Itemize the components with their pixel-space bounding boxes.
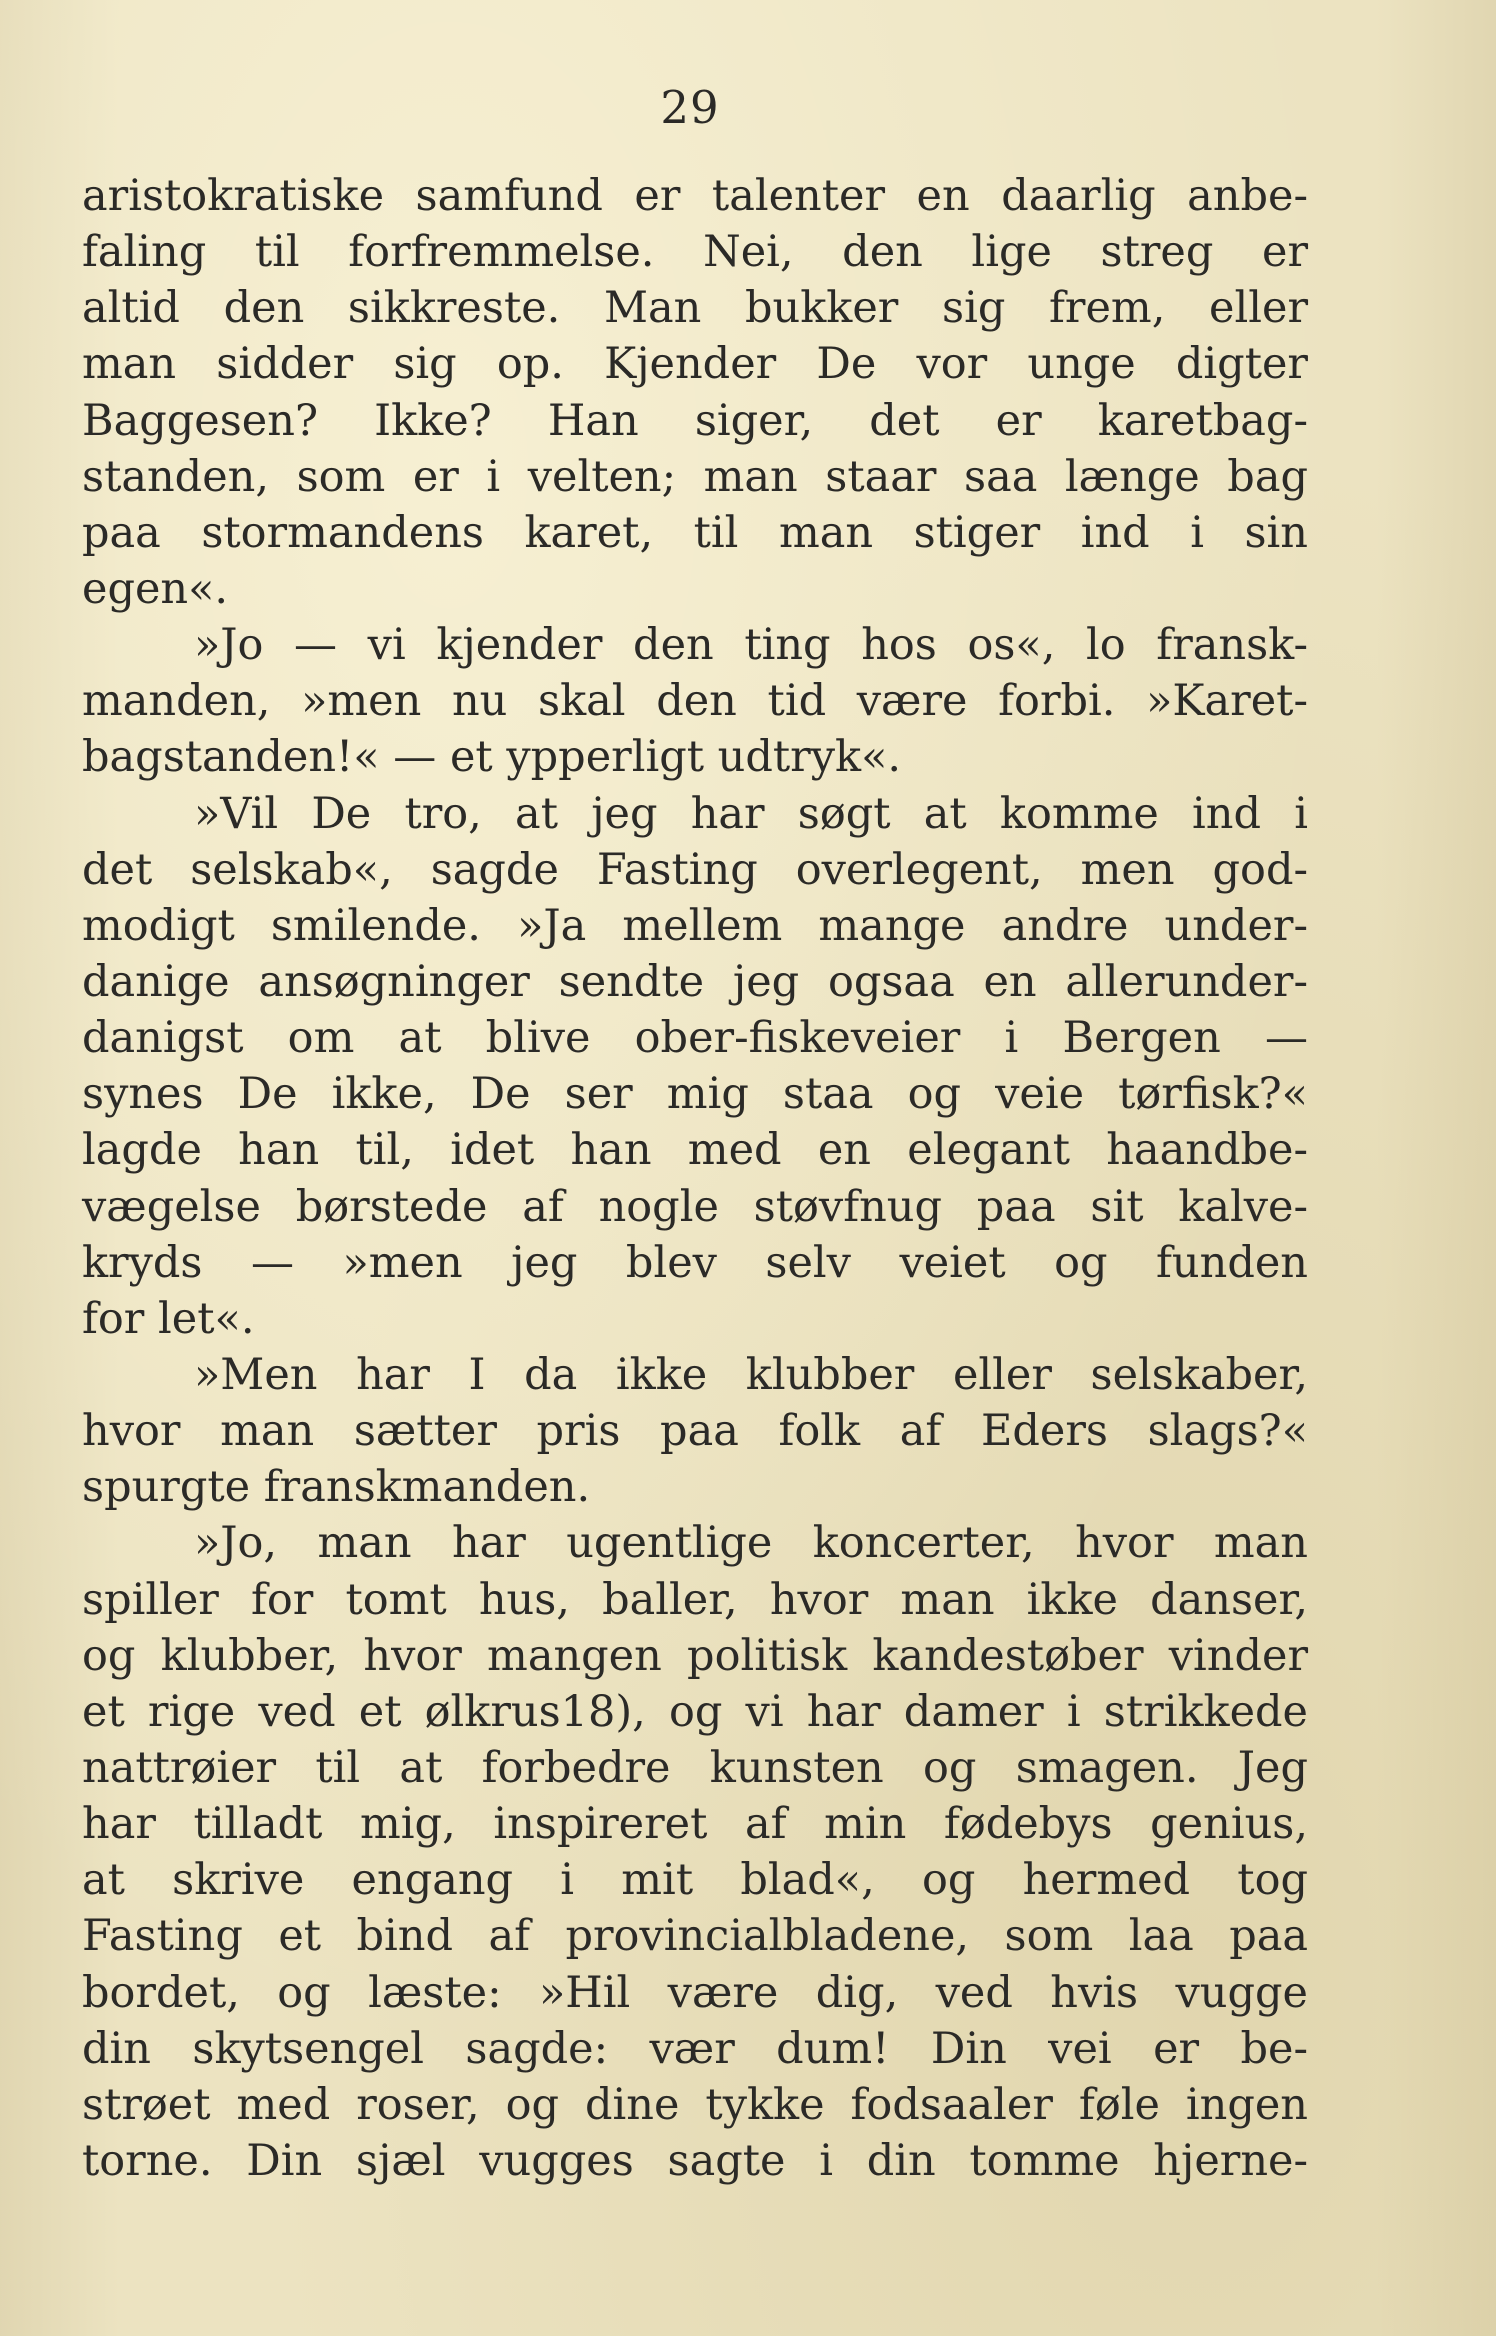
text-line: synes De ikke, De ser mig staa og veie tørfisk?«	[82, 1069, 1308, 1120]
text-line: det selskab«, sagde Fasting overlegent, men god-	[82, 844, 1308, 895]
text-line: og klubber, hvor mangen politisk kandestøber vinder	[82, 1630, 1308, 1681]
page-number: 29	[660, 81, 720, 134]
text-line: egen«.	[82, 563, 229, 614]
text-line: danige ansøgninger sendte jeg ogsaa en allerunder-	[82, 956, 1308, 1007]
text-line: Baggesen? Ikke? Han siger, det er karetbag-	[82, 395, 1308, 446]
body-text	[82, 168, 1308, 2189]
text-line: paa stormandens karet, til man stiger ind i sin	[82, 507, 1308, 558]
text-line: har tilladt mig, inspireret af min fødebys genius,	[82, 1799, 1308, 1850]
text-line: »Men har I da ikke klubber eller selskaber,	[194, 1349, 1308, 1400]
text-line: man sidder sig op. Kjender De vor unge digter	[82, 339, 1308, 390]
text-line: »Jo — vi kjender den ting hos os«, lo fransk-	[194, 620, 1308, 671]
text-line: et rige ved et ølkrus18), og vi har damer i strikkede	[82, 1686, 1308, 1737]
text-line: aristokratiske samfund er talenter en daarlig anbe-	[82, 171, 1308, 221]
text-line: lagde han til, idet han med en elegant haandbe-	[82, 1125, 1308, 1176]
text-line: strøet med roser, og dine tykke fodsaaler føle ingen	[82, 2079, 1308, 2130]
text-line: bagstanden!« — et ypperligt udtryk«.	[82, 732, 902, 783]
text-line: at skrive engang i mit blad«, og hermed tog	[82, 1855, 1308, 1906]
text-line: nattrøier til at forbedre kunsten og smagen. Jeg	[82, 1742, 1308, 1793]
text-line: vægelse børstede af nogle støvfnug paa sit kalve-	[82, 1181, 1308, 1232]
text-line: »Vil De tro, at jeg har søgt at komme ind i	[194, 788, 1308, 839]
text-line: bordet, og læste: »Hil være dig, ved hvis vugge	[82, 1967, 1308, 2018]
text-line: danigst om at blive ober-fiskeveier i Bergen —	[82, 1013, 1308, 1064]
text-line: for let«.	[82, 1293, 255, 1344]
text-line: »Jo, man har ugentlige koncerter, hvor man	[194, 1518, 1308, 1569]
text-line: faling til forfremmelse. Nei, den lige streg er	[82, 227, 1308, 278]
text-line: torne. Din sjæl vugges sagte i din tomme hjerne-	[82, 2135, 1308, 2186]
text-line: kryds — »men jeg blev selv veiet og funden	[82, 1237, 1308, 1288]
text-line: hvor man sætter pris paa folk af Eders slags?«	[82, 1406, 1308, 1457]
text-line: altid den sikkreste. Man bukker sig frem, eller	[82, 283, 1308, 334]
text-line: din skytsengel sagde: vær dum! Din vei er be-	[82, 2023, 1308, 2074]
text-line: manden, »men nu skal den tid være forbi. »Karet-	[82, 676, 1308, 727]
text-line: spiller for tomt hus, baller, hvor man ikke danser,	[82, 1574, 1308, 1625]
text-line: modigt smilende. »Ja mellem mange andre under-	[82, 900, 1308, 951]
text-line: standen, som er i velten; man staar saa længe bag	[82, 451, 1308, 502]
text-line: spurgte franskmanden.	[82, 1462, 591, 1513]
text-line: Fasting et bind af provincialbladene, som laa paa	[82, 1911, 1308, 1962]
